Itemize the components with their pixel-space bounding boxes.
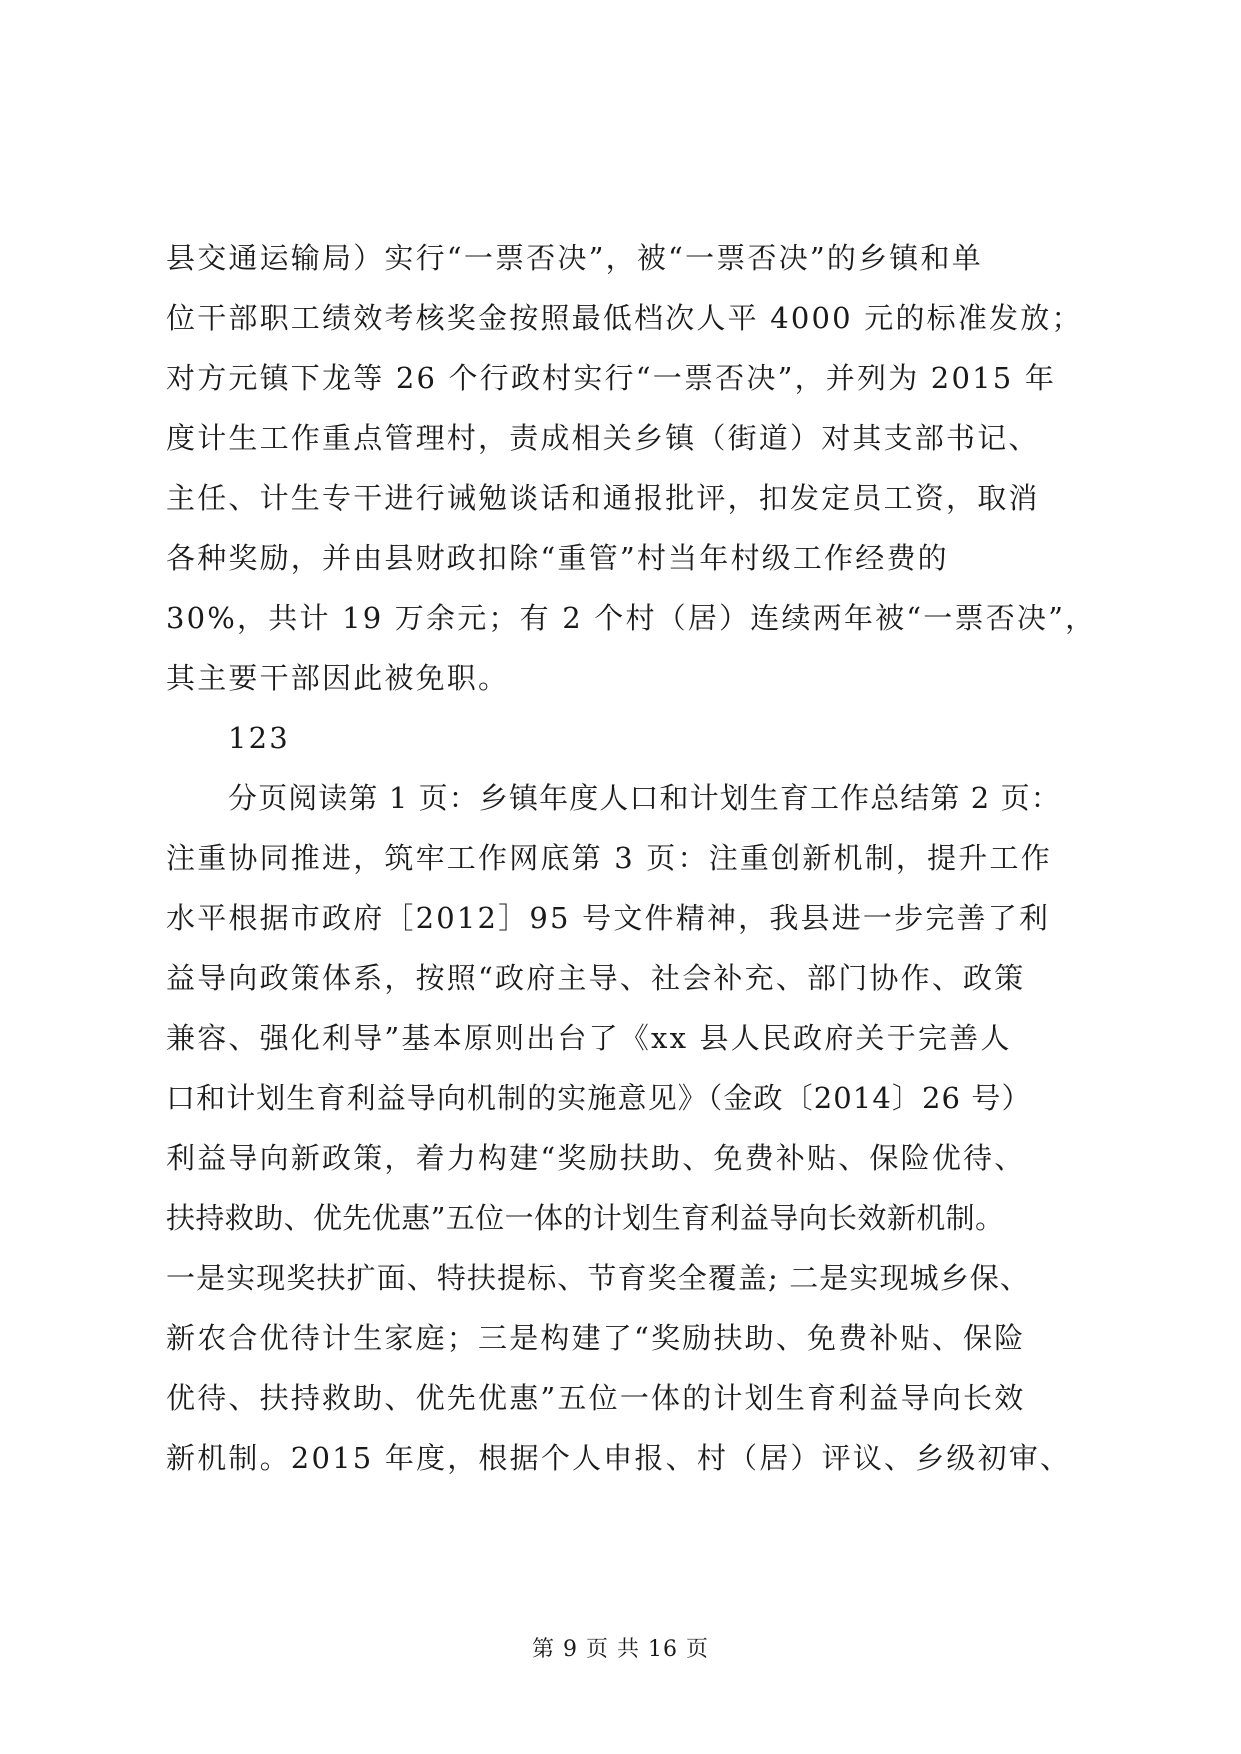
text-line: 一是实现奖扶扩面、特扶提标、节育奖全覆盖; 二是实现城乡保、 [166,1261,1030,1295]
text-line: 扶持救助、优先优惠”五位一体的计划生育利益导向长效新机制。 [166,1201,1005,1235]
text-line: 优待、扶持救助、优先优惠”五位一体的计划生育利益导向长效 [166,1381,1026,1415]
text-line: 利益导向新政策，着力构建“奖励扶助、免费补贴、保险优待、 [166,1141,1026,1175]
text-line: 益导向政策体系，按照“政府主导、社会补充、部门协作、政策 [166,961,1026,995]
text-line: 其主要干部因此被免职。 [166,661,510,695]
text-line: 口和计划生育利益导向机制的实施意见》（金政〔2014〕26 号） [166,1081,1032,1115]
text-line: 对方元镇下龙等 26 个行政村实行“一票否决”，并列为 2015 年 [166,361,1057,395]
page-marker-line: 123 [228,721,290,755]
text-line: 新农合优待计生家庭；三是构建了“奖励扶助、免费补贴、保险 [166,1321,1026,1355]
pagination-nav-line: 分页阅读第 1 页：乡镇年度人口和计划生育工作总结第 2 页： [228,781,1061,815]
document-body [166,228,1097,1488]
text-line: 新机制。2015 年度，根据个人申报、村（居）评议、乡级初审、 [166,1441,1072,1475]
text-line: 30%，共计 19 万余元；有 2 个村（居）连续两年被“一票否决”， [166,601,1097,635]
text-line: 水平根据市政府［2012］95 号文件精神，我县进一步完善了利 [166,901,1051,935]
text-line: 各种奖励，并由县财政扣除“重管”村当年村级工作经费的 [166,541,949,575]
text-line: 兼容、强化利导”基本原则出台了《xx 县人民政府关于完善人 [166,1021,1012,1055]
page-footer: 第 9 页 共 16 页 [532,1637,709,1662]
text-line: 注重协同推进，筑牢工作网底第 3 页：注重创新机制，提升工作 [166,841,1052,875]
text-line: 度计生工作重点管理村，责成相关乡镇（街道）对其支部书记、 [166,421,1040,455]
text-line: 县交通运输局）实行“一票否决”，被“一票否决”的乡镇和单 [166,241,983,275]
text-line: 位干部职工绩效考核奖金按照最低档次人平 4000 元的标准发放； [166,301,1083,335]
text-line: 主任、计生专干进行诫勉谈话和通报批评，扣发定员工资，取消 [166,481,1040,515]
